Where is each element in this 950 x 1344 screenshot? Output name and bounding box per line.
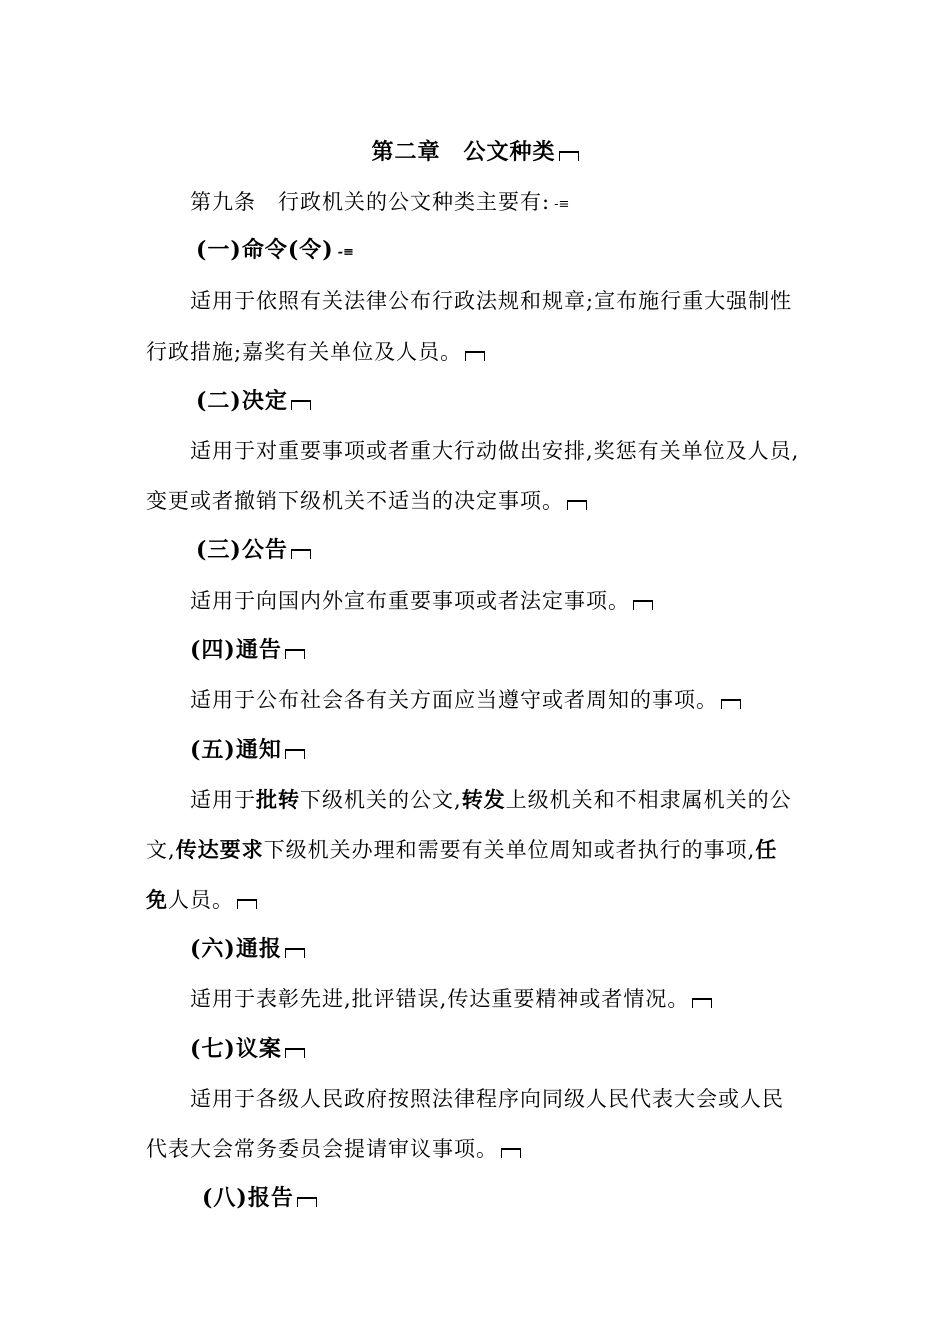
section-body-line: 免人员。 [146, 886, 257, 914]
section-heading-1: (一)命令(令) -≡ [196, 237, 354, 263]
section-heading-5: (五)通知 [190, 736, 305, 764]
section-heading-6: (六)通报 [190, 935, 305, 963]
section-heading-7: (七)议案 [190, 1035, 305, 1063]
section-body-line: 适用于对重要事项或者重大行动做出安排,奖惩有关单位及人员, [190, 439, 800, 463]
section-body-line: 适用于公布社会各有关方面应当遵守或者周知的事项。 [190, 686, 741, 714]
article-intro: 第九条 行政机关的公文种类主要有: -≡ [190, 190, 570, 214]
section-body-line: 适用于批转下级机关的公文,转发上级机关和不相隶属机关的公 [190, 787, 792, 812]
section-heading-8: (八)报告 [202, 1184, 317, 1212]
section-body-line: 变更或者撤销下级机关不适当的决定事项。 [146, 487, 587, 515]
section-body-line: 适用于各级人民政府按照法律程序向同级人民代表大会或人民 [190, 1087, 784, 1111]
section-heading-3: (三)公告 [196, 536, 311, 564]
section-heading-4: (四)通告 [190, 636, 305, 664]
chapter-title: 第二章 公文种类 [0, 138, 950, 166]
section-heading-2: (二)决定 [196, 387, 311, 415]
section-body-line: 适用于表彰先进,批评错误,传达重要精神或者情况。 [190, 985, 712, 1013]
section-body-line: 行政措施;嘉奖有关单位及人员。 [146, 338, 485, 366]
section-body-line: 代表大会常务委员会提请审议事项。 [146, 1135, 521, 1163]
section-body-line: 文,传达要求下级机关办理和需要有关单位周知或者执行的事项,任 [146, 837, 778, 862]
section-body-line: 适用于依照有关法律公布行政法规和规章;宣布施行重大强制性 [190, 289, 793, 313]
section-body-line: 适用于向国内外宣布重要事项或者法定事项。 [190, 587, 653, 615]
